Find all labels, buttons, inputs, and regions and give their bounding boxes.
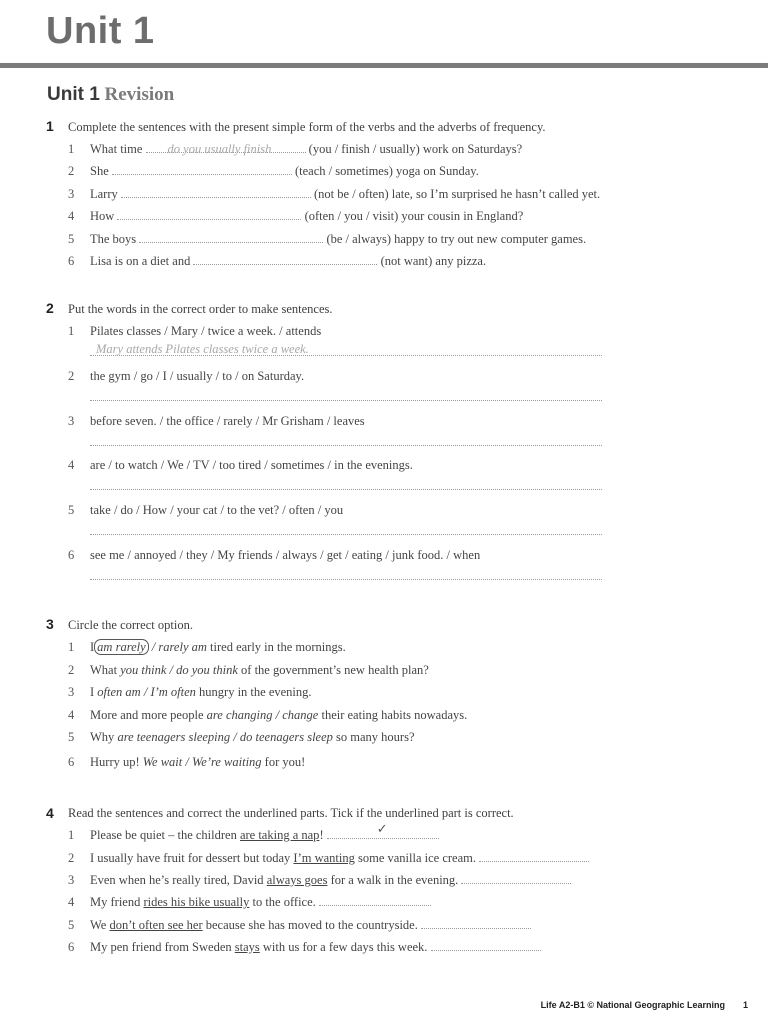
option-a[interactable]: often am <box>97 685 141 699</box>
answer-line[interactable] <box>90 476 602 490</box>
correction-blank[interactable] <box>319 895 431 906</box>
option-separator: / <box>140 685 151 699</box>
exercise-2-number: 2 <box>46 300 54 316</box>
option-a-circled[interactable]: am rarely <box>94 639 149 655</box>
ex4-item <box>68 918 531 933</box>
unit-title: Unit 1 <box>46 10 155 52</box>
item-number: 4 <box>68 895 75 909</box>
answer-blank[interactable] <box>193 254 377 265</box>
item-number: 1 <box>68 142 75 156</box>
item-number: 5 <box>68 232 75 246</box>
item-number: 4 <box>68 209 75 223</box>
item-prefix: We <box>90 918 110 932</box>
exercise-3-number: 3 <box>46 616 54 632</box>
revision-unit: Unit 1 <box>47 84 100 105</box>
item-prefix: My friend <box>90 895 144 909</box>
item-suffix: (you / finish / usually) work on Saturdays? <box>308 142 523 156</box>
option-separator: / <box>148 640 159 654</box>
option-separator: / <box>230 730 240 744</box>
option-a[interactable]: you think <box>120 663 167 677</box>
item-number: 5 <box>68 918 75 932</box>
exercise-1-instruction: Complete the sentences with the present simple form of the verbs and the adverbs of frequency. <box>68 120 546 134</box>
footer <box>541 1000 748 1010</box>
ex2-item <box>68 503 343 518</box>
item-prefix: She <box>90 164 109 178</box>
item-number: 2 <box>68 164 75 178</box>
item-suffix: ! <box>319 828 324 842</box>
ex1-item <box>68 187 600 202</box>
answer-blank[interactable] <box>117 209 301 220</box>
item-number: 1 <box>68 828 75 842</box>
exercise-3-instruction: Circle the correct option. <box>68 618 193 632</box>
item-prefix: I usually have fruit for dessert but today <box>90 851 294 865</box>
item-prefix: More and more people <box>90 708 207 722</box>
item-suffix: for a walk in the evening. <box>327 873 459 887</box>
item-words: Pilates classes / Mary / twice a week. / attends <box>90 324 322 338</box>
ex3-item <box>68 708 467 723</box>
answer-line[interactable] <box>90 387 602 401</box>
correction-blank[interactable] <box>479 851 589 862</box>
item-number: 4 <box>68 708 75 722</box>
option-b[interactable]: We’re waiting <box>191 755 262 769</box>
ex1-item <box>68 164 479 179</box>
option-separator: / <box>166 663 177 677</box>
ex4-item <box>68 895 431 910</box>
item-suffix: (often / you / visit) your cousin in England? <box>304 209 524 223</box>
answer-line[interactable] <box>90 566 602 580</box>
item-words: see me / annoyed / they / My friends / always / get / eating / junk food. / when <box>90 548 481 562</box>
ex4-item <box>68 851 589 866</box>
correction-blank[interactable] <box>327 822 439 839</box>
check-mark-icon: ✓ <box>376 822 388 837</box>
item-prefix: What time <box>90 142 143 156</box>
item-number: 6 <box>68 548 75 562</box>
answer-blank[interactable] <box>112 164 292 175</box>
option-b[interactable]: rarely am <box>158 640 207 654</box>
ex2-item <box>68 414 365 429</box>
item-suffix: hungry in the evening. <box>195 685 312 699</box>
item-prefix: I <box>90 640 95 654</box>
item-number: 6 <box>68 940 75 954</box>
option-b[interactable]: do you think <box>176 663 238 677</box>
item-prefix: How <box>90 209 115 223</box>
ex4-item <box>68 822 439 843</box>
item-suffix: (be / always) happy to try out new computer games. <box>326 232 587 246</box>
item-number: 1 <box>68 324 75 338</box>
exercise-2-instruction: Put the words in the correct order to make sentences. <box>68 302 333 316</box>
item-number: 2 <box>68 663 75 677</box>
ex1-item <box>68 142 522 157</box>
revision-heading <box>47 84 174 106</box>
item-number: 3 <box>68 873 75 887</box>
underlined-part: are taking a nap <box>239 828 320 842</box>
item-number: 3 <box>68 414 75 428</box>
answer-blank[interactable] <box>146 142 306 156</box>
ex2-item <box>68 458 413 473</box>
ex1-item <box>68 232 586 247</box>
option-b[interactable]: I’m often <box>150 685 196 699</box>
exercise-4-number: 4 <box>46 805 54 821</box>
underlined-part: always goes <box>266 873 328 887</box>
ex3-item <box>68 755 305 770</box>
item-suffix: with us for a few days this week. <box>259 940 428 954</box>
item-prefix: What <box>90 663 121 677</box>
item-words: the gym / go / I / usually / to / on Saturday. <box>90 369 305 383</box>
option-a[interactable]: are teenagers sleeping <box>117 730 231 744</box>
ex3-item <box>68 640 346 655</box>
answer-blank[interactable] <box>139 232 323 243</box>
ex1-item <box>68 209 523 224</box>
option-separator: / <box>272 708 283 722</box>
item-prefix: Larry <box>90 187 118 201</box>
ex2-item <box>68 548 480 563</box>
underlined-part: don’t often see her <box>109 918 203 932</box>
item-suffix: their eating habits nowadays. <box>318 708 468 722</box>
item-suffix: to the office. <box>249 895 316 909</box>
item-suffix: so many hours? <box>332 730 415 744</box>
underlined-part: I’m wanting <box>293 851 355 865</box>
item-number: 4 <box>68 458 75 472</box>
ex3-item <box>68 730 415 745</box>
ex2-item <box>68 324 321 339</box>
item-words: take / do / How / your cat / to the vet? / often / you <box>90 503 344 517</box>
item-number: 2 <box>68 851 75 865</box>
item-number: 5 <box>68 730 75 744</box>
item-number: 1 <box>68 640 75 654</box>
item-suffix: some vanilla ice cream. <box>354 851 476 865</box>
item-suffix: (not be / often) late, so I’m surprised he hasn’t called yet. <box>314 187 601 201</box>
exercise-4-instruction: Read the sentences and correct the underlined parts. Tick if the underlined part is correct. <box>68 806 514 820</box>
underlined-part: rides his bike usually <box>143 895 250 909</box>
option-a[interactable]: We wait <box>142 755 183 769</box>
page-number: 1 <box>742 1000 748 1010</box>
ex3-item <box>68 685 312 700</box>
option-b[interactable]: do teenagers sleep <box>239 730 333 744</box>
item-prefix: Lisa is on a diet and <box>90 254 191 268</box>
item-prefix: Hurry up! <box>90 755 143 769</box>
item-suffix: because she has moved to the countryside. <box>202 918 418 932</box>
item-number: 3 <box>68 685 75 699</box>
exercise-1-number: 1 <box>46 118 54 134</box>
option-b[interactable]: change <box>282 708 319 722</box>
item-number: 2 <box>68 369 75 383</box>
answer-line[interactable] <box>90 521 602 535</box>
item-words: before seven. / the office / rarely / Mr Grisham / leaves <box>90 414 365 428</box>
ex4-item <box>68 873 571 888</box>
underlined-part: stays <box>234 940 260 954</box>
item-suffix: of the government’s new health plan? <box>237 663 429 677</box>
correction-blank[interactable] <box>421 918 531 929</box>
option-a[interactable]: are changing <box>206 708 273 722</box>
answer-line[interactable] <box>90 432 602 446</box>
item-words: are / to watch / We / TV / too tired / sometimes / in the evenings. <box>90 458 413 472</box>
item-prefix: Why <box>90 730 118 744</box>
item-suffix: for you! <box>261 755 306 769</box>
item-number: 3 <box>68 187 75 201</box>
item-prefix: My pen friend from Sweden <box>90 940 235 954</box>
ex1-item <box>68 254 486 269</box>
answer-text: do you usually finish <box>167 142 272 156</box>
footer-copyright: Life A2-B1 © National Geographic Learning <box>540 1000 725 1010</box>
ex2-item <box>68 369 304 384</box>
item-prefix: I <box>90 685 98 699</box>
item-number: 6 <box>68 254 75 268</box>
item-prefix: The boys <box>90 232 137 246</box>
answer-line[interactable]: Mary attends Pilates classes twice a week. <box>90 342 602 356</box>
correction-blank[interactable] <box>461 873 571 884</box>
header-rule <box>0 63 768 68</box>
item-suffix: tired early in the mornings. <box>206 640 346 654</box>
revision-word: Revision <box>104 84 175 105</box>
item-prefix: Even when he’s really tired, David <box>90 873 267 887</box>
item-suffix: (teach / sometimes) yoga on Sunday. <box>295 164 479 178</box>
ex4-item <box>68 940 541 955</box>
item-prefix: Please be quiet – the children <box>90 828 240 842</box>
item-number: 5 <box>68 503 75 517</box>
option-separator: / <box>182 755 192 769</box>
correction-blank[interactable] <box>431 940 541 951</box>
answer-blank[interactable] <box>121 187 311 198</box>
ex3-item <box>68 663 429 678</box>
item-suffix: (not want) any pizza. <box>380 254 487 268</box>
item-number: 6 <box>68 755 75 769</box>
